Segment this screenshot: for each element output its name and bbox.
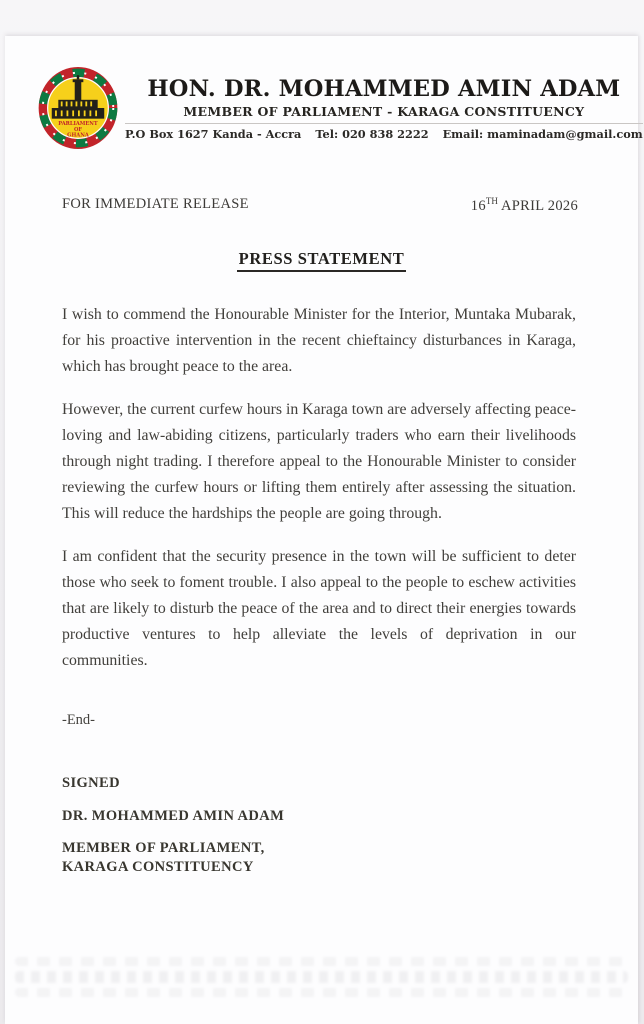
date-rest: APRIL 2026 — [497, 197, 578, 214]
signatory-role-line1: MEMBER OF PARLIAMENT, — [62, 839, 265, 856]
letterhead-text — [119, 76, 644, 141]
svg-text:PARLIAMENT: PARLIAMENT — [58, 121, 98, 128]
date — [471, 196, 578, 215]
letterhead — [37, 64, 643, 152]
signature-block — [62, 775, 638, 877]
paragraph-3: I am confident that the security presence in the town will be sufficient to deter those who seek to foment trouble. I also appeal to the people to eschew activities that are likely to disturb the peace of the area and to direct their energies towards productive ventures to help alleviate the levels of deprivation in our communities. — [62, 547, 576, 669]
watermark-row — [15, 988, 628, 997]
statement-body — [62, 302, 576, 674]
watermark-row — [15, 971, 628, 983]
release-row — [62, 196, 578, 215]
watermark-row — [15, 957, 628, 966]
contact-pobox: P.O Box 1627 Kanda - Accra — [125, 126, 302, 141]
title-wrap — [5, 249, 638, 272]
svg-text:OF: OF — [73, 126, 83, 133]
contact-tel: Tel: 020 838 2222 — [315, 126, 429, 141]
signed-label: SIGNED — [62, 774, 120, 791]
contact-email: Email: maminadam@gmail.com — [442, 126, 643, 141]
contact-line — [125, 127, 643, 141]
signatory-name: DR. MOHAMMED AMIN ADAM — [62, 807, 285, 824]
date-day: 16 — [470, 197, 486, 214]
end-marker: -End- — [62, 711, 96, 728]
parliament-of-ghana-seal-icon — [37, 65, 119, 151]
svg-text:GHANA: GHANA — [67, 132, 89, 139]
paragraph-1: I wish to commend the Honourable Minister for the Interior, Muntaka Mubarak, for his proactive intervention in the recent chieftaincy disturbances in Karaga, which has brought peace to the area. — [62, 305, 576, 375]
mp-name: HON. DR. MOHAMMED AMIN ADAM — [147, 75, 621, 102]
bottom-watermark-artifact — [5, 952, 638, 1010]
signatory-role-line2: KARAGA CONSTITUENCY — [62, 858, 254, 875]
release-label: FOR IMMEDIATE RELEASE — [62, 196, 249, 212]
signatory-role — [62, 839, 638, 877]
paragraph-2: However, the current curfew hours in Karaga town are adversely affecting peace-loving and law-abiding citizens, particularly traders who earn their livelihoods through night trading. I therefore appeal to the Honourable Minister to consider reviewing the curfew hours or lifting them entirely after assessing the situation. This will reduce the hardships the people are going through. — [62, 400, 576, 522]
date-ordinal: TH — [485, 196, 498, 206]
mp-subtitle: MEMBER OF PARLIAMENT - KARAGA CONSTITUENCY — [183, 103, 585, 119]
letterhead-divider — [125, 123, 643, 124]
document-page — [5, 36, 643, 1024]
page-title: PRESS STATEMENT — [237, 249, 407, 272]
